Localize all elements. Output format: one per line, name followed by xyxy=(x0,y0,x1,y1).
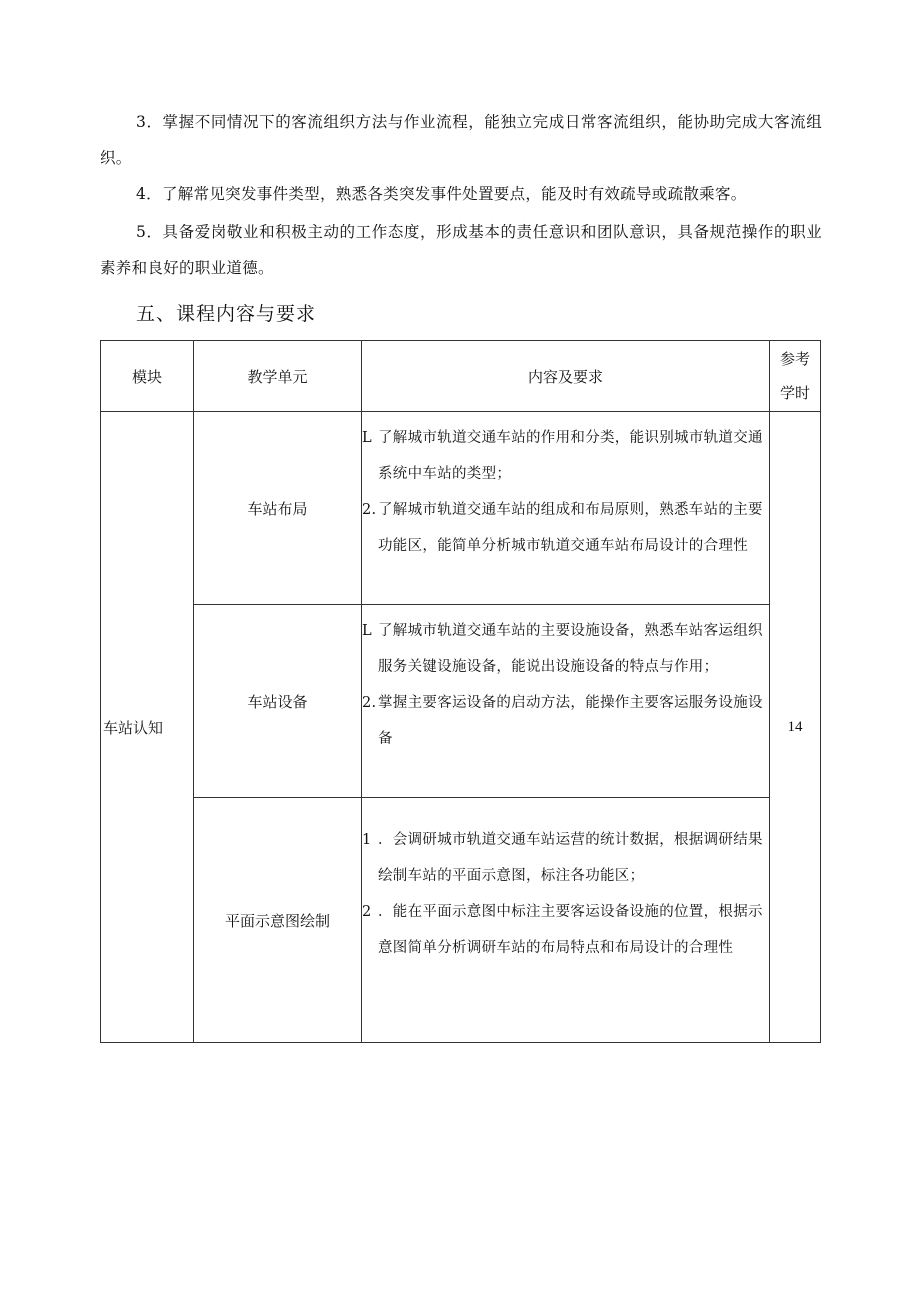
content-item-text: 掌握主要客运设备的启动方法，能操作主要客运服务设施设备 xyxy=(378,695,763,747)
table-row xyxy=(101,412,821,605)
section-heading: 五、课程内容与要求 xyxy=(136,303,317,325)
header-content: 内容及要求 xyxy=(362,341,770,412)
module-cell: 车站认知 xyxy=(101,412,194,1043)
content-item-text: ．能在平面示意图中标注主要客运设备设施的位置，根据示意图简单分析调研车站的布局特点和布局设计的合理性 xyxy=(378,904,763,956)
paragraph-4 xyxy=(100,176,822,212)
table-row xyxy=(101,798,821,1043)
paragraph-4-text: ．了解常见突发事件类型，熟悉各类突发事件处置要点，能及时有效疏导或疏散乘客。 xyxy=(146,185,747,203)
table-row xyxy=(101,605,821,798)
paragraph-3-text: ．掌握不同情况下的客流组织方法与作业流程，能独立完成日常客流组织，能协助完成大客流组织。 xyxy=(100,113,822,167)
content-item-text: 了解城市轨道交通车站的组成和布局原则，熟悉车站的主要功能区，能简单分析城市轨道交通车站布局设计的合理性 xyxy=(378,502,763,554)
content-item xyxy=(362,492,767,564)
content-item-number: 1 xyxy=(362,832,372,848)
paragraph-3-number: 3 xyxy=(136,113,147,131)
paragraph-5-text: ．具备爱岗敬业和积极主动的工作态度，形成基本的责任意识和团队意识，具备规范操作的职业素养和良好的职业道德。 xyxy=(100,223,822,277)
unit-cell-station-layout: 车站布局 xyxy=(194,412,362,605)
paragraph-4-number: 4 xyxy=(136,185,147,203)
paragraph-3 xyxy=(100,104,822,176)
paragraph-5 xyxy=(100,214,822,286)
unit-cell-floor-plan: 平面示意图绘制 xyxy=(194,798,362,1043)
content-item-text: 了解城市轨道交通车站的作用和分类，能识别城市轨道交通系统中车站的类型； xyxy=(378,430,763,482)
content-item-text: ．会调研城市轨道交通车站运营的统计数据，根据调研结果绘制车站的平面示意图，标注各功能区； xyxy=(378,832,763,884)
content-item xyxy=(362,613,767,685)
header-hours-line1: 参考 xyxy=(779,350,810,368)
content-cell-floor-plan xyxy=(362,798,770,1043)
header-hours xyxy=(770,341,821,412)
content-item-number: 2. xyxy=(362,695,377,711)
header-unit: 教学单元 xyxy=(194,341,362,412)
paragraph-5-number: 5 xyxy=(136,223,147,241)
content-item-number: 2. xyxy=(362,502,377,518)
hours-cell: 14 xyxy=(770,412,821,1043)
content-item-text: 了解城市轨道交通车站的主要设施设备，熟悉车站客运组织服务关键设施设备，能说出设施设备的特点与作用； xyxy=(378,623,763,675)
content-item xyxy=(362,894,767,966)
content-item xyxy=(362,822,767,894)
content-cell-station-layout xyxy=(362,412,770,605)
table-header-row xyxy=(101,341,821,412)
course-content-table xyxy=(100,340,821,1043)
header-module: 模块 xyxy=(101,341,194,412)
content-item-number: L xyxy=(362,623,372,639)
content-cell-station-equipment xyxy=(362,605,770,798)
content-item xyxy=(362,685,767,757)
content-item-number: 2 xyxy=(362,904,372,920)
content-item xyxy=(362,420,767,492)
unit-cell-station-equipment: 车站设备 xyxy=(194,605,362,798)
content-item-number: L xyxy=(362,430,372,446)
header-hours-line2: 学时 xyxy=(779,384,810,402)
